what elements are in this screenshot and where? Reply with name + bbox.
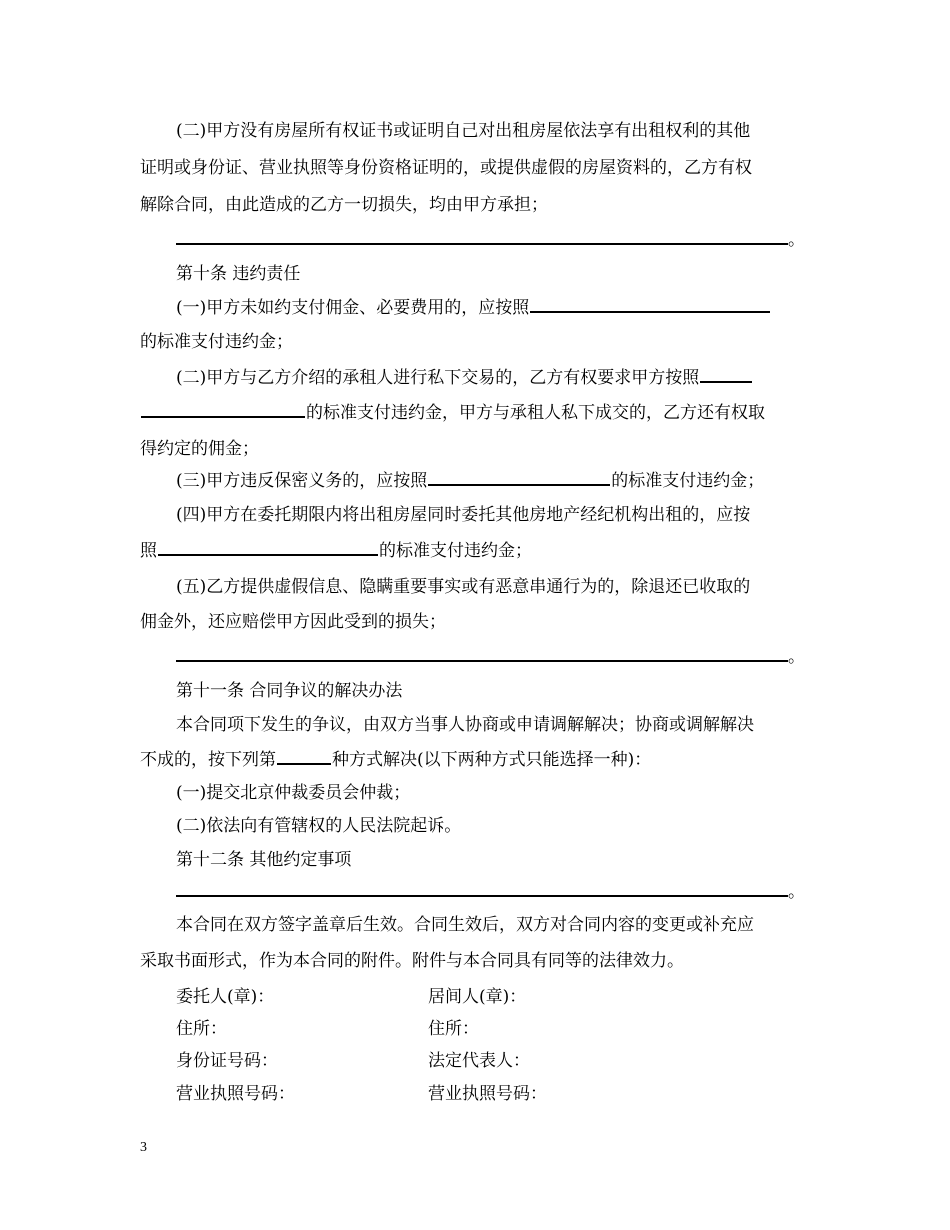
s10-item1-text: (一)甲方未如约支付佣金、必要费用的，应按照	[176, 298, 530, 318]
s10-item4: (四)甲方在委托期限内将出租房屋同时委托其他房地产经纪机构出租的，应按	[176, 505, 751, 525]
page-number: 3	[140, 1140, 147, 1155]
client-id-label: 身份证号码：	[176, 1051, 278, 1071]
period: 。	[788, 647, 805, 667]
fill-in-blank[interactable]	[277, 753, 331, 765]
s11-p2-text-b: 种方式解决(以下两种方式只能选择一种)：	[332, 750, 652, 770]
agent-legal-rep-label: 法定代表人：	[428, 1051, 530, 1071]
s10-item5: (五)乙方提供虚假信息、隐瞒重要事实或有恶意串通行为的，除退还已收取的	[176, 577, 751, 597]
s10-item1	[176, 297, 851, 319]
s12-fill-line	[176, 881, 851, 903]
signature-row-4	[176, 1083, 851, 1105]
signature-row-3	[176, 1050, 851, 1072]
s10-item2-text: (二)甲方与乙方介绍的承租人进行私下交易的，乙方有权要求甲方按照	[176, 368, 700, 388]
fill-in-blank[interactable]	[176, 648, 788, 662]
s10-item2	[176, 367, 851, 389]
s10-item1-cont: 的标准支付违约金；	[140, 332, 293, 352]
s9-item2-line3: 解除合同，由此造成的乙方一切损失，均由甲方承担；	[140, 195, 548, 215]
signature-row-2	[176, 1018, 851, 1040]
agent-license-label: 营业执照号码：	[428, 1084, 547, 1104]
s10-item5-cont: 佣金外，还应赔偿甲方因此受到的损失；	[140, 612, 446, 632]
s9-item2-line2: 证明或身份证、营业执照等身份资格证明的，或提供虚假的房屋资料的，乙方有权	[140, 158, 752, 178]
fill-in-blank[interactable]	[530, 301, 770, 313]
s10-item3	[176, 470, 851, 492]
s10-item3-text: (三)甲方违反保密义务的，应按照	[176, 471, 428, 491]
client-seal-label: 委托人(章)：	[176, 987, 275, 1007]
agent-seal-label: 居间人(章)：	[428, 987, 527, 1007]
fill-in-blank[interactable]	[700, 371, 752, 383]
s9-fill-line	[176, 229, 851, 251]
s9-item2-line1: (二)甲方没有房屋所有权证书或证明自己对出租房屋依法享有出租权利的其他	[176, 121, 751, 141]
s12-p2: 采取书面形式，作为本合同的附件。附件与本合同具有同等的法律效力。	[140, 951, 684, 971]
fill-in-blank[interactable]	[428, 474, 610, 486]
s11-p2-text: 不成的，按下列第	[140, 750, 276, 770]
client-address-label: 住所：	[176, 1019, 227, 1039]
s11-title: 第十一条 合同争议的解决办法	[176, 681, 403, 701]
s10-item4-text-b: 照	[140, 541, 157, 561]
s11-opt1: (一)提交北京仲裁委员会仲裁；	[176, 783, 411, 803]
period: 。	[788, 230, 805, 250]
signature-row-1	[176, 986, 851, 1008]
client-license-label: 营业执照号码：	[176, 1084, 295, 1104]
s10-item2-text-b: 的标准支付违约金，甲方与承租人私下成交的，乙方还有权取	[306, 403, 765, 423]
s11-opt2: (二)依法向有管辖权的人民法院起诉。	[176, 816, 462, 836]
s12-title: 第十二条 其他约定事项	[176, 850, 352, 870]
s10-item2-cont	[140, 402, 815, 424]
agent-address-label: 住所：	[428, 1019, 479, 1039]
s10-fill-line	[176, 646, 851, 668]
s12-p1: 本合同在双方签字盖章后生效。合同生效后，双方对合同内容的变更或补充应	[176, 915, 754, 935]
fill-in-blank[interactable]	[141, 406, 305, 418]
fill-in-blank[interactable]	[158, 544, 378, 556]
s10-item3-text-b: 的标准支付违约金；	[611, 471, 765, 491]
period: 。	[788, 882, 805, 902]
fill-in-blank[interactable]	[176, 231, 788, 245]
s10-title: 第十条 违约责任	[176, 264, 301, 284]
s11-p2	[140, 749, 815, 771]
s11-p1: 本合同项下发生的争议，由双方当事人协商或申请调解解决；协商或调解解决	[176, 715, 754, 735]
fill-in-blank[interactable]	[176, 883, 788, 897]
s10-item2-cont2: 得约定的佣金；	[140, 439, 259, 459]
s10-item4-cont	[140, 540, 815, 562]
s10-item4-text-c: 的标准支付违约金；	[379, 541, 532, 561]
